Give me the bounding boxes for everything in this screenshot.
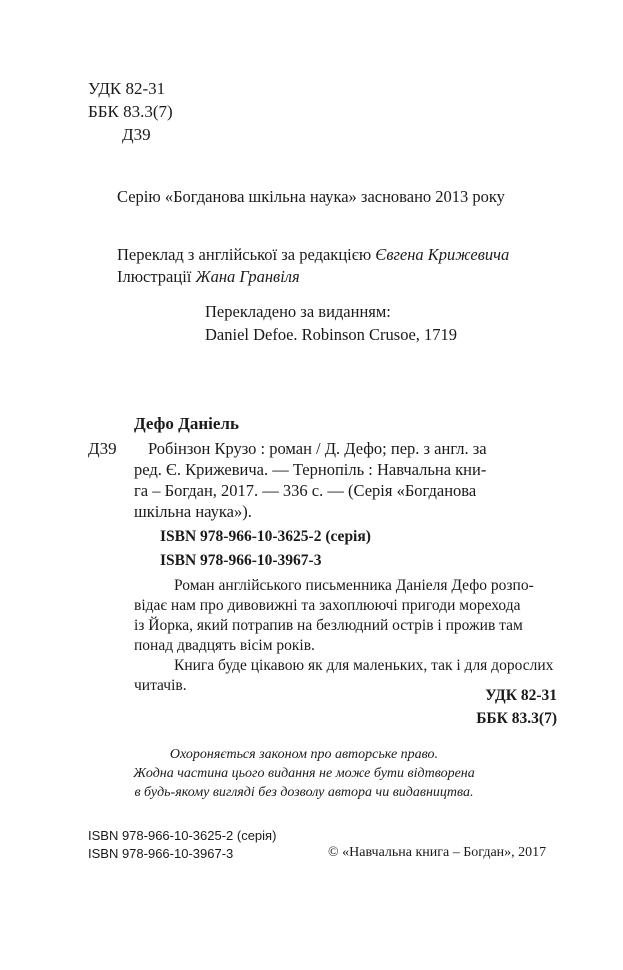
- catalog-bbk: ББК 83.3(7): [476, 710, 557, 727]
- footer-copyright: © «Навчальна книга – Богдан», 2017: [328, 845, 547, 860]
- copyright-line: в будь-якому вигляді без дозволу автора чи видавництва.: [134, 785, 474, 800]
- annotation-line: із Йорка, який потрапив на безлюдний острів і прожив там: [134, 617, 523, 634]
- series-note: Серію «Богданова шкільна наука» засновано 2013 року: [117, 187, 505, 206]
- bbk-code: ББК 83.3(7): [88, 102, 173, 121]
- catalog-line: га – Богдан, 2017. — 336 с. — (Серія «Богданова: [134, 481, 477, 500]
- catalog-line: ред. Є. Крижевича. — Тернопіль : Навчальна кни-: [134, 460, 487, 479]
- catalog-line: шкільна наука»).: [134, 502, 252, 521]
- copyright-notice: [0, 745, 623, 802]
- annotation-line: Книга буде цікавою як для маленьких, так і для дорослих: [174, 657, 554, 674]
- catalog-line: Робінзон Крузо : роман / Д. Дефо; пер. з англ. за: [148, 439, 487, 458]
- illustrations-credit: [117, 266, 300, 287]
- translation-editor: Євгена Крижевича: [375, 245, 510, 264]
- catalog-isbn-series: ISBN 978-966-10-3625-2 (серія): [160, 528, 371, 545]
- original-edition-source: Daniel Defoe. Robinson Crusoe, 1719: [205, 325, 458, 344]
- footer-isbn-book: ISBN 978-966-10-3967-3: [88, 846, 234, 861]
- copyright-line: Жодна частина цього видання не може бути відтворена: [133, 766, 475, 781]
- catalog-annotation: [134, 576, 574, 696]
- translation-credit: [117, 244, 509, 265]
- catalog-author-heading: Дефо Даніель: [134, 414, 239, 433]
- annotation-line: читачів.: [134, 677, 187, 694]
- catalog-udk: УДК 82-31: [485, 687, 557, 704]
- catalog-description: [134, 438, 564, 522]
- catalog-mark: Д39: [88, 439, 117, 458]
- catalog-isbn-book: ISBN 978-966-10-3967-3: [160, 552, 322, 569]
- annotation-line: відає нам про дивовижні та захоплюючі пригоди мореходa: [134, 597, 521, 614]
- illustrations-prefix: Ілюстрації: [117, 267, 196, 286]
- annotation-line: Роман англійського письменника Даніеля Дефо розпо-: [174, 577, 534, 594]
- udk-code: УДК 82-31: [88, 79, 166, 98]
- illustrator-name: Жана Гранвіля: [195, 267, 300, 286]
- footer-isbn-series: ISBN 978-966-10-3625-2 (серія): [88, 828, 277, 843]
- translation-prefix: Переклад з англійської за редакцією: [117, 245, 376, 264]
- copyright-line: Охороняється законом про авторське право.: [169, 747, 439, 762]
- annotation-line: понад двадцять вісім років.: [134, 637, 315, 654]
- original-edition-label: Перекладено за виданням:: [205, 302, 391, 321]
- author-mark: Д39: [122, 125, 151, 144]
